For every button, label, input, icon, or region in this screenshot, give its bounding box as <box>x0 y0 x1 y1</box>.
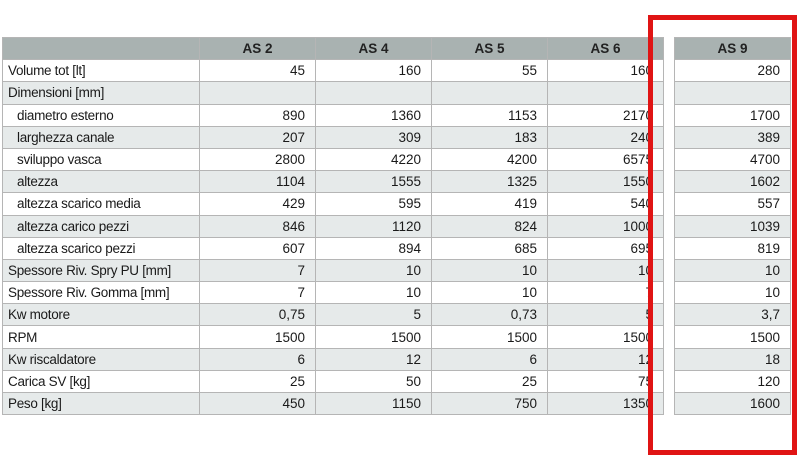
value-cell: 0,75 <box>200 304 316 326</box>
column-gap <box>664 215 675 237</box>
table-row <box>3 348 791 370</box>
header-cell-as9: AS 9 <box>675 38 791 60</box>
table-row <box>3 193 791 215</box>
value-cell: 207 <box>200 126 316 148</box>
row-label: sviluppo vasca <box>3 148 200 170</box>
value-cell: 1602 <box>675 171 791 193</box>
table-row <box>3 237 791 259</box>
value-cell: 389 <box>675 126 791 148</box>
value-cell: 10 <box>432 259 548 281</box>
column-gap <box>664 259 675 281</box>
value-cell: 6 <box>432 348 548 370</box>
value-cell: 1555 <box>316 171 432 193</box>
row-label: Kw riscaldatore <box>3 348 200 370</box>
value-cell: 1153 <box>432 104 548 126</box>
table-row <box>3 104 791 126</box>
table-row <box>3 126 791 148</box>
value-cell: 5 <box>548 304 664 326</box>
value-cell: 25 <box>200 370 316 392</box>
table-row <box>3 259 791 281</box>
table-row <box>3 60 791 82</box>
value-cell: 50 <box>316 370 432 392</box>
table-row <box>3 171 791 193</box>
value-cell: 1104 <box>200 171 316 193</box>
value-cell: 1600 <box>675 393 791 415</box>
value-cell: 55 <box>432 60 548 82</box>
value-cell: 2170 <box>548 104 664 126</box>
value-cell: 10 <box>316 282 432 304</box>
table-row <box>3 326 791 348</box>
table-row <box>3 304 791 326</box>
value-cell: 160 <box>316 60 432 82</box>
column-gap <box>664 171 675 193</box>
table-row <box>3 370 791 392</box>
value-cell: 10 <box>675 259 791 281</box>
header-cell-as4: AS 4 <box>316 38 432 60</box>
row-label: Kw motore <box>3 304 200 326</box>
value-cell: 1325 <box>432 171 548 193</box>
value-cell: 695 <box>548 237 664 259</box>
value-cell: 824 <box>432 215 548 237</box>
value-cell: 685 <box>432 237 548 259</box>
column-gap <box>664 60 675 82</box>
row-label: diametro esterno <box>3 104 200 126</box>
value-cell: 419 <box>432 193 548 215</box>
value-cell: 557 <box>675 193 791 215</box>
value-cell: 1350 <box>548 393 664 415</box>
value-cell: 6 <box>200 348 316 370</box>
value-cell: 7 <box>548 282 664 304</box>
header-cell-as2: AS 2 <box>200 38 316 60</box>
value-cell: 10 <box>675 282 791 304</box>
value-cell: 7 <box>200 282 316 304</box>
value-cell: 1550 <box>548 171 664 193</box>
value-cell: 1360 <box>316 104 432 126</box>
value-cell: 450 <box>200 393 316 415</box>
header-cell-label <box>3 38 200 60</box>
value-cell: 10 <box>316 259 432 281</box>
column-gap <box>664 148 675 170</box>
value-cell: 4200 <box>432 148 548 170</box>
value-cell: 607 <box>200 237 316 259</box>
value-cell: 2800 <box>200 148 316 170</box>
value-cell: 819 <box>675 237 791 259</box>
value-cell: 7 <box>200 259 316 281</box>
value-cell: 120 <box>675 370 791 392</box>
table-row <box>3 393 791 415</box>
row-label: Dimensioni [mm] <box>3 82 200 104</box>
column-gap <box>664 237 675 259</box>
value-cell <box>200 82 316 104</box>
value-cell: 280 <box>675 60 791 82</box>
table-row <box>3 82 791 104</box>
value-cell: 10 <box>548 259 664 281</box>
value-cell: 4700 <box>675 148 791 170</box>
column-gap <box>664 326 675 348</box>
specs-table <box>2 37 791 415</box>
row-label: RPM <box>3 326 200 348</box>
value-cell: 1700 <box>675 104 791 126</box>
value-cell: 12 <box>316 348 432 370</box>
table-body <box>3 60 791 415</box>
value-cell: 45 <box>200 60 316 82</box>
value-cell: 1500 <box>675 326 791 348</box>
column-gap <box>664 82 675 104</box>
value-cell <box>675 82 791 104</box>
value-cell: 160 <box>548 60 664 82</box>
column-gap <box>664 193 675 215</box>
value-cell: 1500 <box>548 326 664 348</box>
value-cell: 846 <box>200 215 316 237</box>
value-cell: 5 <box>316 304 432 326</box>
value-cell: 183 <box>432 126 548 148</box>
value-cell: 1000 <box>548 215 664 237</box>
table-row <box>3 148 791 170</box>
value-cell: 25 <box>432 370 548 392</box>
row-label: larghezza canale <box>3 126 200 148</box>
value-cell: 3,7 <box>675 304 791 326</box>
header-row <box>3 38 791 60</box>
value-cell: 12 <box>548 348 664 370</box>
value-cell: 240 <box>548 126 664 148</box>
value-cell: 0,73 <box>432 304 548 326</box>
value-cell: 540 <box>548 193 664 215</box>
value-cell: 309 <box>316 126 432 148</box>
value-cell: 1120 <box>316 215 432 237</box>
row-label: Spessore Riv. Spry PU [mm] <box>3 259 200 281</box>
row-label: altezza scarico media <box>3 193 200 215</box>
value-cell: 6575 <box>548 148 664 170</box>
row-label: altezza scarico pezzi <box>3 237 200 259</box>
value-cell: 894 <box>316 237 432 259</box>
value-cell: 18 <box>675 348 791 370</box>
table-row <box>3 215 791 237</box>
column-gap <box>664 370 675 392</box>
row-label: Carica SV [kg] <box>3 370 200 392</box>
column-gap <box>664 348 675 370</box>
value-cell: 429 <box>200 193 316 215</box>
value-cell <box>316 82 432 104</box>
row-label: altezza <box>3 171 200 193</box>
row-label: Volume tot [lt] <box>3 60 200 82</box>
value-cell: 1500 <box>200 326 316 348</box>
column-gap <box>664 282 675 304</box>
column-gap <box>664 126 675 148</box>
column-gap <box>664 104 675 126</box>
value-cell: 1150 <box>316 393 432 415</box>
column-gap <box>664 38 675 60</box>
value-cell: 1039 <box>675 215 791 237</box>
value-cell <box>432 82 548 104</box>
value-cell: 1500 <box>316 326 432 348</box>
value-cell: 595 <box>316 193 432 215</box>
value-cell <box>548 82 664 104</box>
header-cell-as6: AS 6 <box>548 38 664 60</box>
value-cell: 750 <box>432 393 548 415</box>
row-label: altezza carico pezzi <box>3 215 200 237</box>
row-label: Peso [kg] <box>3 393 200 415</box>
value-cell: 890 <box>200 104 316 126</box>
header-cell-as5: AS 5 <box>432 38 548 60</box>
value-cell: 4220 <box>316 148 432 170</box>
column-gap <box>664 304 675 326</box>
row-label: Spessore Riv. Gomma [mm] <box>3 282 200 304</box>
table-row <box>3 282 791 304</box>
column-gap <box>664 393 675 415</box>
value-cell: 1500 <box>432 326 548 348</box>
value-cell: 75 <box>548 370 664 392</box>
value-cell: 10 <box>432 282 548 304</box>
